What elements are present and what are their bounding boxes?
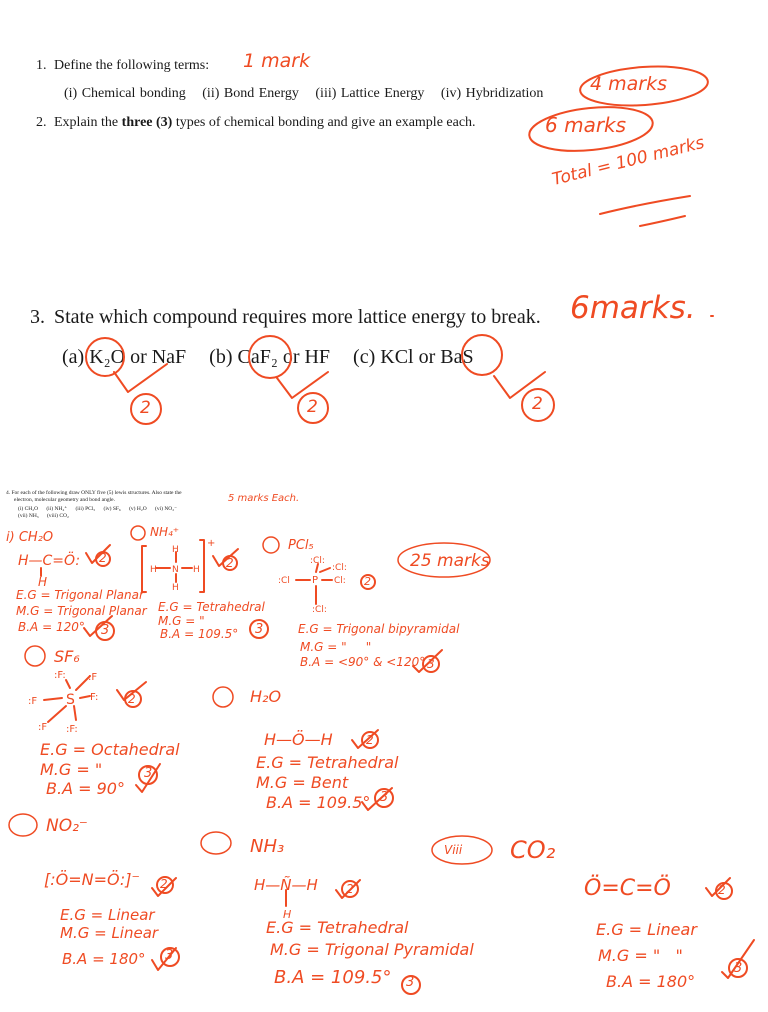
svg-text::F: :F bbox=[88, 672, 98, 683]
ink-vii-structure: H—Ñ—H bbox=[254, 876, 318, 894]
nh4-n: N bbox=[172, 565, 179, 575]
ink-vi-label: NO₂⁻ bbox=[46, 816, 88, 836]
question-2 bbox=[36, 115, 476, 131]
svg-text::Cl: :Cl bbox=[278, 576, 290, 586]
q3-options bbox=[62, 346, 474, 369]
ink-vii-h: H bbox=[283, 908, 292, 921]
ink-i-ba: B.A = 120° bbox=[18, 620, 85, 634]
ink-viii-eg: E.G = Linear bbox=[596, 920, 697, 939]
ink-vii-label: NH₃ bbox=[250, 836, 285, 857]
ink-vi-ba: B.A = 180° bbox=[62, 950, 146, 968]
q3-c-bas: BaS bbox=[440, 346, 474, 368]
q1-term-ii: (ii) Bond Energy bbox=[202, 86, 299, 101]
q1-term-iv: (iv) Hybridization bbox=[440, 86, 544, 101]
ink-iii-ba: B.A = <90° & <120° bbox=[300, 655, 426, 669]
q3-b-or: or HF bbox=[282, 346, 331, 368]
circle-roman-v bbox=[213, 687, 233, 707]
ink-vi-score-2: 2 bbox=[160, 877, 168, 891]
q3-c-label: (c) bbox=[353, 346, 376, 368]
q1-term-i: (i) Chemical bonding bbox=[64, 86, 186, 101]
ink-i-label: i) CH₂O bbox=[6, 530, 54, 545]
ink-vi-mg: M.G = Linear bbox=[60, 924, 159, 942]
ink-viii-mg: M.G = " " bbox=[598, 946, 683, 965]
q2-number: 2. bbox=[36, 115, 47, 130]
q3-a-k2o: K₂O bbox=[89, 346, 126, 368]
ink-ii-eg: E.G = Tetrahedral bbox=[158, 600, 265, 614]
question-1 bbox=[36, 58, 209, 74]
nh4-bonds bbox=[156, 552, 192, 582]
svg-text:F:: F: bbox=[90, 692, 99, 703]
ink-vii-eg: E.G = Tetrahedral bbox=[266, 918, 409, 937]
circle-roman-vi bbox=[9, 814, 37, 836]
svg-text::Cl:: :Cl: bbox=[332, 563, 347, 573]
ink-i-h: H bbox=[38, 575, 48, 589]
ink-viii-score-2: 2 bbox=[718, 883, 726, 897]
svg-text:P: P bbox=[312, 575, 319, 586]
ink-viii-score-3: 3 bbox=[734, 961, 743, 976]
q3-text: State which compound requires more lattice energy to break. bbox=[54, 306, 541, 328]
q2-bold: three (3) bbox=[121, 115, 173, 130]
circle-roman-iv bbox=[25, 646, 45, 666]
underline-total bbox=[600, 196, 690, 226]
ink-25-marks: 25 marks bbox=[410, 551, 490, 571]
ink-1-mark: 1 mark bbox=[243, 50, 311, 72]
ink-score-2-c: 2 bbox=[532, 394, 543, 414]
svg-text::F:: :F: bbox=[54, 670, 66, 681]
svg-text::Cl:: :Cl: bbox=[310, 556, 325, 566]
ink-4-marks: 4 marks bbox=[590, 73, 667, 95]
ink-vi-structure: [:Ö=N=Ö:]⁻ bbox=[44, 870, 140, 889]
ink-iii-label: PCl₅ bbox=[288, 538, 314, 553]
ink-i-eg: E.G = Trigonal Planar bbox=[16, 588, 144, 602]
q3-a-label: (a) bbox=[62, 346, 85, 368]
ink-v-structure: H—Ö—H bbox=[264, 730, 333, 749]
nh4-h-top: H bbox=[172, 545, 179, 555]
ink-iv-score-2: 2 bbox=[128, 692, 136, 706]
svg-text::F: :F bbox=[28, 696, 38, 707]
ink-vii-ba: B.A = 109.5° bbox=[274, 967, 392, 988]
question-3 bbox=[30, 306, 541, 329]
nh4-h-bottom: H bbox=[172, 583, 179, 593]
q3-b-label: (b) bbox=[209, 346, 233, 368]
ink-iv-score-3: 3 bbox=[144, 766, 153, 781]
q3-b-caf2: CaF₂ bbox=[237, 346, 278, 368]
nh4-h-left: H bbox=[150, 565, 157, 575]
ink-vii-score-3: 3 bbox=[406, 975, 415, 990]
q4-options-row2: (vii) NH₃ (viii) CO₂ bbox=[18, 513, 69, 519]
ink-ii-label: NH₄⁺ bbox=[150, 525, 180, 539]
q1-text: Define the following terms: bbox=[54, 58, 210, 73]
nh4-bracket-left bbox=[142, 546, 146, 592]
circle-roman-iii bbox=[263, 537, 279, 553]
ink-ii-score-2: 2 bbox=[226, 556, 234, 570]
ink-ii-score-3: 3 bbox=[255, 622, 264, 637]
nh4-h-right: H bbox=[193, 565, 200, 575]
ink-viii-ba: B.A = 180° bbox=[606, 972, 696, 991]
nh4-bracket-right bbox=[200, 540, 204, 592]
ink-iii-eg: E.G = Trigonal bipyramidal bbox=[298, 622, 460, 636]
ink-iii-score-2: 2 bbox=[364, 575, 371, 588]
ink-v-score-3: 3 bbox=[380, 790, 389, 805]
q3-a-or: or NaF bbox=[130, 346, 187, 368]
ink-iii-mg: M.G = " " bbox=[300, 640, 372, 654]
q1-terms bbox=[64, 86, 543, 102]
ink-iv-ba: B.A = 90° bbox=[46, 779, 125, 798]
ink-vii-score-2: 2 bbox=[346, 882, 354, 896]
tick-b bbox=[277, 372, 328, 398]
q1-number: 1. bbox=[36, 58, 47, 73]
circle-roman-ii bbox=[131, 526, 145, 540]
svg-text::F:: :F: bbox=[66, 724, 78, 735]
ink-vi-eg: E.G = Linear bbox=[60, 906, 155, 924]
q3-c-pre: KCl or bbox=[380, 346, 436, 368]
ink-iv-label: SF₆ bbox=[54, 647, 80, 666]
ink-viii-structure: Ö=C=Ö bbox=[584, 876, 671, 901]
svg-text:S: S bbox=[66, 692, 75, 708]
ink-iii-score-3: 3 bbox=[427, 657, 435, 671]
q4-line1: 4. For each of the following draw ONLY five (5) lewis structures. Also state the bbox=[6, 490, 182, 496]
svg-text::Cl:: :Cl: bbox=[312, 605, 327, 615]
svg-text::F: :F bbox=[38, 722, 48, 733]
ink-vi-score-3: 3 bbox=[165, 948, 174, 963]
ink-ii-ba: B.A = 109.5° bbox=[160, 627, 239, 641]
q4-options-row1: (i) CH₂O (ii) NH₄⁺ (iii) PCl₅ (iv) SF₆ (v) H₂O (vi) NO₂⁻ bbox=[18, 506, 178, 512]
q2-pre: Explain the bbox=[54, 115, 119, 130]
q3-number: 3. bbox=[30, 306, 45, 328]
ink-6-marks-q2: 6 marks bbox=[545, 113, 627, 137]
ink-i-score-2: 2 bbox=[99, 551, 107, 565]
ink-6-marks-q3: 6marks. bbox=[570, 290, 696, 326]
q1-term-iii: (iii) Lattice Energy bbox=[315, 86, 425, 101]
svg-text:Cl:: Cl: bbox=[334, 576, 346, 586]
ink-v-score-2: 2 bbox=[366, 733, 374, 747]
q4-line2: electron, molecular geometry and bond angle. bbox=[14, 497, 115, 503]
ink-score-2-a: 2 bbox=[140, 398, 151, 418]
ink-i-structure: H—C=Ö: bbox=[18, 553, 81, 569]
ink-viii-roman: Viii bbox=[444, 843, 463, 857]
ink-v-label: H₂O bbox=[250, 687, 282, 706]
question-4 bbox=[6, 490, 182, 520]
ink-viii-label: CO₂ bbox=[510, 836, 556, 864]
ink-iv-mg: M.G = " bbox=[40, 760, 103, 779]
ink-total-marks: Total = 100 marks bbox=[550, 132, 707, 190]
ink-i-score-3: 3 bbox=[101, 623, 110, 638]
ink-v-eg: E.G = Tetrahedral bbox=[256, 753, 399, 772]
ink-iv-eg: E.G = Octahedral bbox=[40, 740, 180, 759]
ink-i-mg: M.G = Trigonal Planar bbox=[16, 604, 147, 618]
ink-v-ba: B.A = 109.5° bbox=[266, 793, 371, 812]
q2-post: types of chemical bonding and give an example each. bbox=[175, 115, 476, 130]
ink-vii-mg: M.G = Trigonal Pyramidal bbox=[270, 940, 474, 959]
nh4-plus: + bbox=[207, 538, 216, 549]
ink-score-2-b: 2 bbox=[307, 397, 318, 417]
circle-roman-vii bbox=[201, 832, 231, 854]
ink-ii-mg: M.G = " bbox=[158, 614, 205, 628]
ink-5-marks-each: 5 marks Each. bbox=[228, 493, 300, 504]
ink-v-mg: M.G = Bent bbox=[256, 773, 349, 792]
